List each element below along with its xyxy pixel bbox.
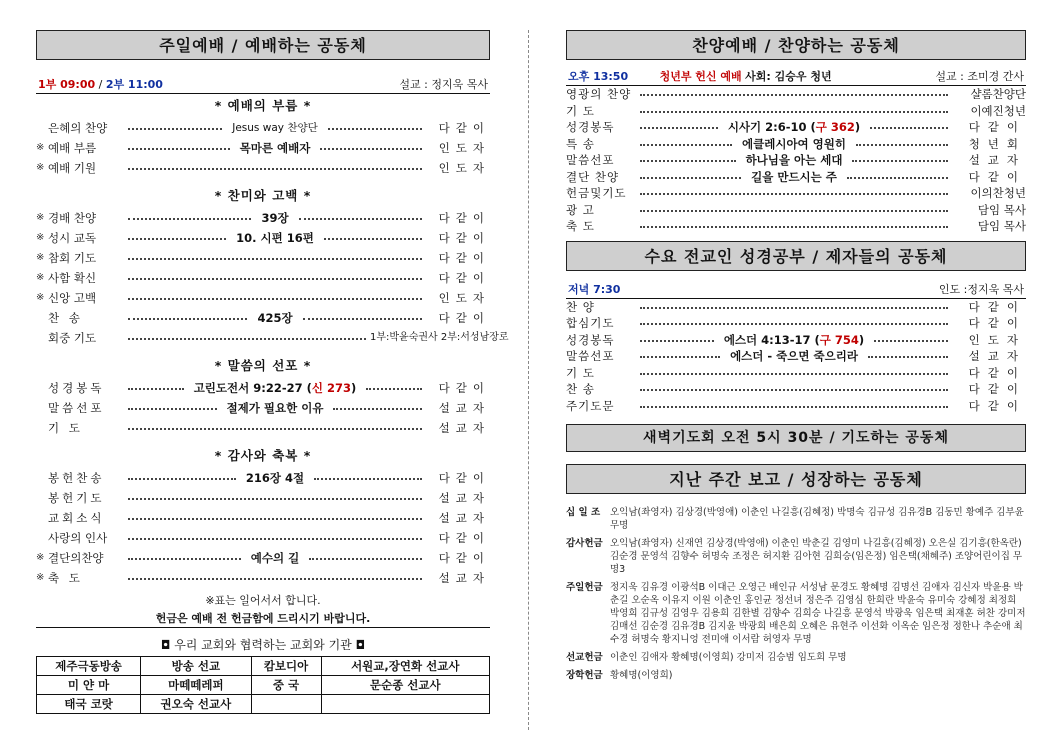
service-time-row bbox=[36, 76, 490, 94]
dot-leader bbox=[128, 478, 236, 480]
stand-mark: ※ bbox=[36, 572, 45, 583]
dot-leader bbox=[856, 144, 948, 146]
order-label: 봉헌기도 bbox=[48, 491, 105, 505]
report-item bbox=[566, 537, 1026, 576]
order-leader: 다같이 bbox=[968, 398, 1026, 413]
wednesday-order bbox=[566, 299, 1026, 415]
dot-leader bbox=[128, 318, 247, 320]
order-content bbox=[736, 136, 852, 153]
order-content bbox=[724, 348, 864, 365]
order-label: 예배 기원 bbox=[48, 161, 97, 175]
stand-mark: ※ bbox=[36, 552, 45, 563]
report-names: 정지욱 김유경 이광석B 이대근 오영근 배인규 서성남 문경도 황혜명 김명선 김애자 김신자 박윤용 박춘길 오순옥 이유지 이원 이춘인 홍인균 정선녀 정은주 김영심 한희란 박윤숙 유미숙 강혜정 최정희 박영희 김규성 김영우 김용희 김한별 김향수 김희승 나길흥 문영석 박광욱 임은택 최재훈 허찬 강미저 김매선 김순경 김유경B 김지윤 박광희 배은희 오혜은 유현주 이선화 이옥순 임은정 정한나 추순애 최수경 허명숙 황지니엉 전미애 이서람 허영자 무명 bbox=[610, 582, 1026, 645]
report-names: 황혜명(이영희) bbox=[610, 670, 673, 681]
dot-leader bbox=[640, 226, 948, 228]
order-row bbox=[36, 488, 490, 508]
dot-leader bbox=[309, 558, 422, 560]
order-row bbox=[36, 468, 490, 488]
order-leader: 다같이 bbox=[968, 120, 1027, 134]
order-label: 주기도문 bbox=[566, 398, 615, 413]
order-leader: 설교자 bbox=[968, 153, 1027, 167]
order-row bbox=[36, 378, 490, 398]
dot-leader bbox=[640, 307, 948, 309]
order-label: 결단의찬양 bbox=[48, 551, 104, 565]
org-cell: 중 국 bbox=[251, 676, 321, 695]
report-item bbox=[566, 669, 1026, 682]
wednesday-study-banner: 수요 전교인 성경공부 / 제자들의 공동체 bbox=[566, 241, 1026, 271]
dot-leader bbox=[333, 408, 422, 410]
order-row bbox=[36, 308, 490, 328]
order-leader: 1부:박윤숙권사 2부:서성남장로 bbox=[370, 332, 509, 343]
order-row bbox=[566, 169, 1026, 186]
dot-leader bbox=[324, 238, 422, 240]
order-label: 참회 기도 bbox=[48, 251, 97, 265]
org-cell: 캄보디아 bbox=[251, 657, 321, 676]
hymn-number: 구 754 bbox=[819, 332, 859, 347]
order-row bbox=[566, 348, 1026, 365]
order-leader: 설교자 bbox=[438, 511, 490, 525]
dot-leader bbox=[640, 127, 718, 129]
order-leader: 청년회 bbox=[968, 136, 1027, 151]
content-end: ) bbox=[351, 381, 357, 395]
order-label: 예배 부름 bbox=[48, 141, 97, 155]
order-row bbox=[566, 365, 1026, 382]
order-content bbox=[230, 228, 320, 248]
org-cell: 미 얀 마 bbox=[37, 676, 141, 695]
wednesday-time: 저녁 7:30 bbox=[568, 282, 621, 296]
content-text: 10. 시편 16편 bbox=[236, 231, 314, 245]
order-row bbox=[566, 185, 1026, 202]
order-row bbox=[566, 202, 1026, 219]
order-row bbox=[566, 152, 1026, 169]
weekly-report-banner: 지난 주간 보고 / 성장하는 공동체 bbox=[566, 464, 1026, 494]
order-label: 결단 찬양 bbox=[566, 169, 620, 184]
order-content bbox=[740, 152, 849, 169]
content-text: 목마른 예배자 bbox=[239, 141, 311, 155]
order-leader: 다같이 bbox=[968, 382, 1026, 396]
praise-worship-banner: 찬양예배 / 찬양하는 공동체 bbox=[566, 30, 1026, 60]
order-content bbox=[722, 119, 866, 136]
content-text: 고린도전서 9:22-27 ( bbox=[193, 381, 312, 395]
dot-leader bbox=[847, 177, 948, 179]
dot-leader bbox=[299, 218, 422, 220]
order-leader: 다같이 bbox=[968, 299, 1026, 314]
evening-preacher: 설교 : 조미경 간사 bbox=[935, 70, 1024, 83]
org-cell: 문순종 선교사 bbox=[321, 676, 489, 695]
order-leader: 다같이 bbox=[968, 316, 1026, 330]
order-label: 회중 기도 bbox=[48, 331, 97, 345]
dot-leader bbox=[366, 388, 422, 390]
order-label: 찬 양 bbox=[566, 299, 595, 314]
org-cell: 방송 선교 bbox=[141, 657, 251, 676]
order-leader: 설교자 bbox=[438, 401, 491, 415]
column-divider bbox=[528, 30, 529, 730]
content-text: 216장 4절 bbox=[245, 471, 305, 485]
evening-title: 청년부 헌신 예배 bbox=[659, 70, 742, 83]
order-of-worship bbox=[36, 94, 509, 588]
order-label: 사랑의 인사 bbox=[48, 531, 108, 545]
order-leader: 설교자 bbox=[968, 349, 1026, 363]
content-end: ) bbox=[858, 332, 865, 347]
order-row bbox=[566, 119, 1026, 136]
report-label: 십 일 조 bbox=[566, 507, 601, 518]
org-row bbox=[37, 676, 490, 695]
service-2-time: 2부 11:00 bbox=[105, 78, 163, 91]
order-content bbox=[245, 548, 305, 568]
content-text: 하나님을 아는 세대 bbox=[745, 153, 843, 167]
dot-leader bbox=[640, 111, 948, 113]
dot-leader bbox=[320, 148, 422, 150]
content-text: 시사기 2:6-10 ( bbox=[727, 120, 816, 134]
report-names: 이춘인 김애자 황혜명(이영희) 강미저 김승범 임도희 무명 bbox=[610, 652, 847, 663]
order-row bbox=[566, 315, 1026, 332]
order-label: 특 송 bbox=[566, 136, 595, 151]
order-leader: 다같이 bbox=[438, 471, 491, 485]
content-text: 예수의 길 bbox=[250, 551, 300, 565]
order-leader: 샬롬찬양단 bbox=[970, 87, 1026, 101]
order-label: 성경봉독 bbox=[48, 381, 105, 395]
stand-mark: ※ bbox=[36, 212, 45, 223]
order-row bbox=[36, 548, 490, 568]
order-row bbox=[566, 136, 1026, 153]
order-label: 말씀선포 bbox=[566, 349, 615, 363]
evening-host: 사회: 김승우 청년 bbox=[745, 70, 832, 83]
order-label: 합심기도 bbox=[566, 316, 615, 330]
left-column bbox=[36, 30, 509, 714]
order-leader: 다같이 bbox=[438, 211, 490, 225]
order-content bbox=[188, 378, 363, 398]
order-row bbox=[36, 568, 490, 588]
dot-leader bbox=[128, 168, 422, 170]
dot-leader bbox=[128, 278, 422, 280]
report-label: 장학헌금 bbox=[566, 670, 603, 681]
dot-leader bbox=[314, 478, 422, 480]
order-content bbox=[234, 138, 317, 158]
report-label: 선교헌금 bbox=[566, 652, 603, 663]
partner-orgs-title: ◘ 우리 교회와 협력하는 교회와 기관 ◘ bbox=[160, 638, 366, 652]
order-leader: 설교자 bbox=[438, 491, 490, 505]
evening-time: 오후 13:50 bbox=[568, 70, 629, 83]
wednesday-leader: 인도 :정지욱 목사 bbox=[938, 282, 1024, 296]
dot-leader bbox=[640, 323, 948, 325]
org-cell: 서원교,장연화 선교사 bbox=[321, 657, 489, 676]
order-leader: 다같이 bbox=[438, 271, 490, 285]
service-1-time: 1부 09:00 bbox=[38, 78, 96, 91]
order-leader: 다같이 bbox=[438, 311, 490, 325]
dot-leader bbox=[870, 127, 948, 129]
order-leader: 인도자 bbox=[968, 332, 1026, 347]
order-leader: 설교자 bbox=[438, 421, 490, 435]
report-label: 감사헌금 bbox=[566, 538, 603, 549]
order-row bbox=[36, 288, 490, 308]
org-row bbox=[37, 695, 490, 714]
dot-leader bbox=[128, 408, 217, 410]
dot-leader bbox=[128, 148, 230, 150]
content-text: 425장 bbox=[257, 311, 293, 325]
order-row bbox=[36, 528, 490, 548]
service-separator: / bbox=[95, 78, 106, 91]
dot-leader bbox=[303, 318, 422, 320]
order-row bbox=[36, 328, 509, 348]
org-cell: 태국 코랏 bbox=[37, 695, 141, 714]
order-label: 성시 교독 bbox=[48, 231, 97, 245]
order-row bbox=[36, 508, 490, 528]
dot-leader bbox=[128, 238, 226, 240]
order-label: 교회소식 bbox=[48, 511, 105, 525]
org-row bbox=[37, 657, 490, 676]
standing-note: ※표는 일어서서 합니다. bbox=[205, 594, 321, 607]
dot-leader bbox=[640, 177, 741, 179]
order-leader: 설교자 bbox=[438, 571, 490, 585]
org-cell bbox=[321, 695, 489, 714]
offering-report bbox=[566, 506, 1026, 682]
order-label: 찬 송 bbox=[48, 311, 83, 325]
order-row bbox=[36, 208, 490, 228]
dot-leader bbox=[852, 160, 948, 162]
order-label: 기 도 bbox=[566, 103, 595, 118]
order-leader: 다같이 bbox=[438, 231, 490, 245]
stand-mark: ※ bbox=[36, 232, 45, 243]
order-label: 축 도 bbox=[48, 571, 83, 585]
order-label: 기 도 bbox=[566, 365, 595, 380]
dot-leader bbox=[640, 356, 720, 358]
stand-mark: ※ bbox=[36, 272, 45, 283]
order-leader: 이예진청년 bbox=[970, 103, 1026, 118]
dot-leader bbox=[128, 558, 241, 560]
section-title: * 감사와 축복 * bbox=[214, 448, 312, 463]
order-content bbox=[240, 468, 310, 488]
order-row bbox=[566, 103, 1026, 120]
partner-orgs-table bbox=[36, 656, 490, 714]
org-cell: 제주극동방송 bbox=[37, 657, 141, 676]
dot-leader bbox=[128, 218, 251, 220]
order-leader: 인도자 bbox=[438, 291, 490, 305]
org-cell: 권오숙 선교사 bbox=[141, 695, 251, 714]
dot-leader bbox=[128, 338, 366, 340]
hymn-number: 신 273 bbox=[311, 381, 352, 395]
order-label: 신앙 고백 bbox=[48, 291, 97, 305]
order-label: 사함 확신 bbox=[48, 271, 97, 285]
sunday-worship-banner: 주일예배 / 예배하는 공동체 bbox=[36, 30, 490, 60]
praise-order bbox=[566, 86, 1026, 235]
order-row bbox=[36, 158, 490, 178]
dot-leader bbox=[640, 389, 948, 391]
content-text: 에스더 4:13-17 ( bbox=[723, 332, 820, 347]
dot-leader bbox=[128, 578, 422, 580]
report-item bbox=[566, 651, 1026, 664]
dot-leader bbox=[640, 340, 714, 342]
order-leader: 다같이 bbox=[438, 381, 490, 395]
report-item bbox=[566, 581, 1026, 646]
order-row bbox=[566, 218, 1026, 235]
report-names: 오익남(좌영자) 신재연 김상경(박영애) 이춘인 박춘길 김영미 나길흥(김혜정) 오은실 김기흥(한옥란) 김순경 문영석 김향수 허명숙 조정은 허지환 김아현 김희승(임은정) 임은택(채혜주) 조양어린이집 무명3 bbox=[610, 538, 1023, 575]
content-text: 에클레시아여 영원히 bbox=[742, 136, 846, 151]
order-row bbox=[566, 299, 1026, 316]
content-text: 길을 만드시는 주 bbox=[751, 169, 837, 184]
dot-leader bbox=[128, 518, 422, 520]
hymn-number: 구 362 bbox=[815, 120, 855, 134]
dot-leader bbox=[868, 356, 948, 358]
order-label: 기 도 bbox=[48, 421, 83, 435]
order-label: 찬 송 bbox=[566, 382, 595, 396]
order-label: 말씀선포 bbox=[48, 401, 105, 415]
org-cell bbox=[251, 695, 321, 714]
wednesday-time-row bbox=[566, 281, 1026, 299]
order-leader: 다같이 bbox=[438, 251, 490, 265]
order-row bbox=[36, 228, 490, 248]
order-label: 성경봉독 bbox=[566, 120, 615, 134]
section-title: * 찬미와 고백 * bbox=[214, 188, 312, 203]
order-label: 헌금및기도 bbox=[566, 186, 627, 200]
order-content bbox=[718, 332, 870, 349]
dot-leader bbox=[128, 298, 422, 300]
order-label: 은혜의 찬양 bbox=[48, 121, 108, 135]
order-leader: 다같이 bbox=[968, 169, 1026, 184]
order-row bbox=[36, 418, 490, 438]
dot-leader bbox=[128, 498, 422, 500]
order-label: 봉헌찬송 bbox=[48, 471, 105, 485]
report-label: 주일헌금 bbox=[566, 582, 603, 593]
order-row bbox=[36, 138, 490, 158]
order-label: 말씀선포 bbox=[566, 153, 615, 167]
order-row bbox=[36, 248, 490, 268]
content-text: 절제가 필요한 이유 bbox=[226, 401, 324, 415]
section-title: * 말씀의 선포 * bbox=[214, 358, 312, 373]
dot-leader bbox=[128, 538, 422, 540]
order-content bbox=[255, 208, 294, 228]
stand-mark: ※ bbox=[36, 162, 45, 173]
dot-leader bbox=[874, 340, 948, 342]
order-label: 축 도 bbox=[566, 219, 595, 233]
dot-leader bbox=[640, 210, 948, 212]
order-row bbox=[566, 332, 1026, 349]
dot-leader bbox=[640, 373, 948, 375]
order-label: 경배 찬양 bbox=[48, 211, 97, 225]
order-label: 성경봉독 bbox=[566, 332, 615, 347]
dot-leader bbox=[128, 128, 222, 130]
content-end: ) bbox=[854, 120, 861, 134]
content-text: Jesus way 찬양단 bbox=[232, 122, 318, 134]
dot-leader bbox=[640, 144, 732, 146]
order-label: 영광의 찬양 bbox=[566, 87, 632, 101]
order-content bbox=[221, 398, 330, 418]
order-label: 광 고 bbox=[566, 202, 595, 217]
order-leader: 인도자 bbox=[438, 161, 490, 175]
dot-leader bbox=[128, 258, 422, 260]
dawn-prayer-banner: 새벽기도회 오전 5시 30분 / 기도하는 공동체 bbox=[566, 424, 1026, 452]
order-content bbox=[226, 118, 324, 138]
order-leader: 다같이 bbox=[438, 121, 490, 135]
order-leader: 담임 목사 bbox=[977, 202, 1026, 217]
order-leader: 담임 목사 bbox=[977, 219, 1026, 233]
evening-service-row bbox=[566, 68, 1026, 86]
dot-leader bbox=[640, 193, 948, 195]
order-row bbox=[566, 381, 1026, 398]
dot-leader bbox=[640, 94, 948, 96]
order-leader: 다같이 bbox=[438, 531, 490, 545]
order-row bbox=[36, 268, 490, 288]
order-row bbox=[566, 398, 1026, 415]
offering-note: 헌금은 예배 전 헌금함에 드리시기 바랍니다. bbox=[36, 610, 490, 628]
dot-leader bbox=[328, 128, 422, 130]
order-content bbox=[251, 308, 298, 328]
stand-mark: ※ bbox=[36, 252, 45, 263]
order-row bbox=[36, 398, 490, 418]
order-row bbox=[36, 118, 490, 138]
right-column bbox=[566, 30, 1026, 687]
sunday-preacher: 설교 : 정지욱 목사 bbox=[399, 78, 488, 91]
stand-mark: ※ bbox=[36, 142, 45, 153]
order-row bbox=[566, 86, 1026, 103]
section-title: * 예배의 부름 * bbox=[214, 98, 312, 113]
org-cell: 마떼떼레퍼 bbox=[141, 676, 251, 695]
content-text: 에스더 - 죽으면 죽으리라 bbox=[730, 349, 858, 363]
order-leader: 다같이 bbox=[438, 551, 491, 565]
content-text: 39장 bbox=[261, 211, 289, 225]
dot-leader bbox=[640, 406, 948, 408]
stand-mark: ※ bbox=[36, 292, 45, 303]
order-content bbox=[745, 169, 843, 186]
dot-leader bbox=[128, 428, 422, 430]
report-names: 오익남(좌영자) 김상경(박영애) 이춘인 나길흥(김혜정) 박명숙 김규성 김유경B 김동민 황예주 김부윤 무명 bbox=[610, 507, 1024, 531]
order-leader: 다같이 bbox=[968, 365, 1026, 380]
dot-leader bbox=[640, 160, 736, 162]
report-item bbox=[566, 506, 1026, 532]
order-leader: 인도자 bbox=[438, 141, 491, 155]
dot-leader bbox=[128, 388, 184, 390]
order-leader: 이의찬청년 bbox=[970, 186, 1026, 200]
